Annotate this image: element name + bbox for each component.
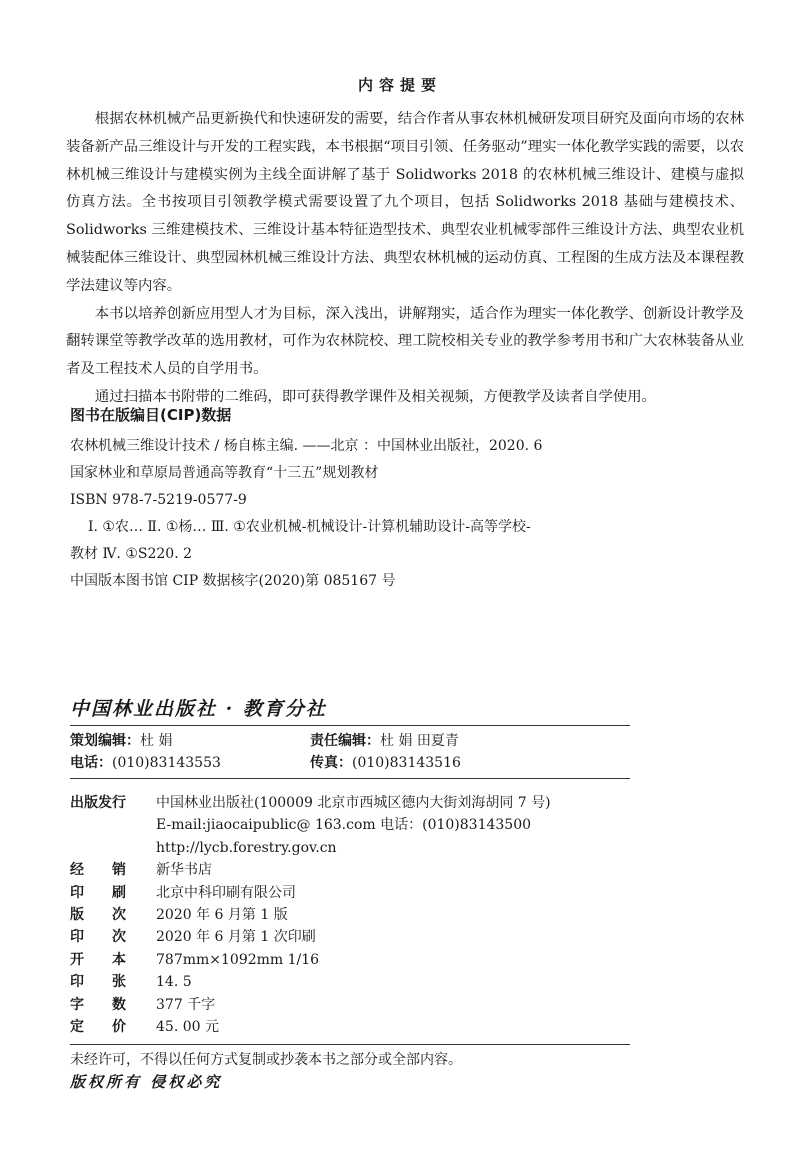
detail-row xyxy=(70,971,630,993)
cip-line: 教材 Ⅳ. ①S220. 2 xyxy=(70,546,193,562)
divider xyxy=(70,725,630,726)
summary-heading: 内容提要 xyxy=(357,76,442,94)
responsible-editor-label: 责任编辑： xyxy=(310,733,380,749)
cip-line: 国家林业和草原局普通高等教育“十三五”规划教材 xyxy=(70,465,379,481)
detail-row xyxy=(70,994,630,1016)
detail-value: 2020 年 6 月第 1 版 xyxy=(156,907,288,924)
detail-label: 字数 xyxy=(70,996,154,1013)
detail-row xyxy=(70,1016,630,1038)
detail-row xyxy=(70,882,630,904)
summary-paragraph: 根据农林机械产品更新换代和快速研发的需要，结合作者从事农林机械研发项目研究及面向市场的农林装备新产品三维设计与开发的工程实践，本书根据“项目引领、任务驱动”理实一体化教学实践的需要，以农林机械三维设计与建模实例为主线全面讲解了基于 Solidworks 2018 的农林机械三维设计、建模与虚拟仿真方法。全书按项目引领教学模式需要设置了九个项目，包括 Solidworks 2018 基础与建模技术、Solidworks 三维建模技术、三维设计基本特征造型技术、典型农业机械零部件三维设计方法、典型农业机械装配体三维设计、典型园林机械三维设计方法、典型农林机械的运动仿真、工程图的生成方法及本课程教学法建议等内容。 xyxy=(66,111,744,294)
detail-value: http://lycb.forestry.gov.cn xyxy=(156,839,337,856)
publisher-name: 中国林业出版社 · 教育分社 xyxy=(70,698,327,720)
detail-row xyxy=(70,792,630,814)
publisher-block xyxy=(70,694,630,783)
fax-label: 传真： xyxy=(310,755,352,771)
detail-label: 出版发行 xyxy=(70,795,126,811)
cip-block xyxy=(70,404,730,595)
detail-label: 印次 xyxy=(70,929,154,946)
summary-body xyxy=(66,106,744,412)
cip-line: Ⅰ. ①农… Ⅱ. ①杨… Ⅲ. ①农业机械-机械设计-计算机辅助设计-高等学校- xyxy=(88,519,531,535)
cip-title: 图书在版编目(CIP)数据 xyxy=(70,406,232,424)
copy-notice: 未经许可，不得以任何方式复制或抄袭本书之部分或全部内容。 xyxy=(70,1052,462,1068)
detail-value: 45. 00 元 xyxy=(156,1019,219,1036)
cip-line: 农林机械三维设计技术 / 杨自栋主编. ——北京 ：中国林业出版社，2020. 6 xyxy=(70,438,543,454)
detail-value: 北京中科印刷有限公司 xyxy=(156,884,296,901)
detail-row xyxy=(70,837,630,859)
publication-details xyxy=(70,792,630,1038)
fax-number: (010)83143516 xyxy=(352,755,461,771)
detail-label: 印张 xyxy=(70,974,154,991)
planning-editor-label: 策划编辑： xyxy=(70,733,140,749)
detail-label: 开本 xyxy=(70,951,154,968)
divider xyxy=(70,778,630,779)
detail-row xyxy=(70,949,630,971)
cip-line: ISBN 978-7-5219-0577-9 xyxy=(70,492,247,508)
detail-label: 经销 xyxy=(70,862,154,879)
detail-row xyxy=(70,926,630,948)
detail-value: 2020 年 6 月第 1 次印刷 xyxy=(156,929,316,946)
detail-label xyxy=(70,814,156,836)
responsible-editor: 杜 娟 田夏青 xyxy=(380,733,459,749)
detail-label: 定价 xyxy=(70,1019,154,1036)
editors-row xyxy=(70,730,630,752)
cip-line: 中国版本图书馆 CIP 数据核字(2020)第 085167 号 xyxy=(70,573,396,589)
detail-row xyxy=(70,904,630,926)
divider xyxy=(70,1044,630,1045)
detail-row xyxy=(70,814,630,836)
phone-number: (010)83143553 xyxy=(112,755,221,771)
phone-label: 电话： xyxy=(70,755,112,771)
detail-value: 787mm×1092mm 1/16 xyxy=(156,951,320,968)
detail-value: 14. 5 xyxy=(156,974,192,991)
rights-statement: 版权所有 侵权必究 xyxy=(70,1073,223,1091)
summary-paragraph: 通过扫描本书附带的二维码，即可获得教学课件及相关视频，方便教学及读者自学使用。 xyxy=(94,388,657,405)
planning-editor: 杜 娟 xyxy=(140,733,173,749)
footer xyxy=(70,1040,630,1093)
detail-label: 版次 xyxy=(70,907,154,924)
detail-value: 377 千字 xyxy=(156,996,216,1013)
detail-label xyxy=(70,837,156,859)
contact-row xyxy=(70,752,630,774)
detail-value: 新华书店 xyxy=(156,862,212,879)
detail-row xyxy=(70,859,630,881)
detail-label: 印刷 xyxy=(70,884,154,901)
summary-paragraph: 本书以培养创新应用型人才为目标，深入浅出，讲解翔实，适合作为理实一体化教学、创新设计教学及翻转课堂等教学改革的选用教材，可作为农林院校、理工院校相关专业的教学参考用书和广大农林装备从业者及工程技术人员的自学用书。 xyxy=(66,305,744,378)
detail-value: E-mail:jiaocaipublic@ 163.com 电话：(010)83143500 xyxy=(156,817,532,834)
detail-value: 中国林业出版社(100009 北京市西城区德内大街刘海胡同 7 号) xyxy=(156,795,551,811)
